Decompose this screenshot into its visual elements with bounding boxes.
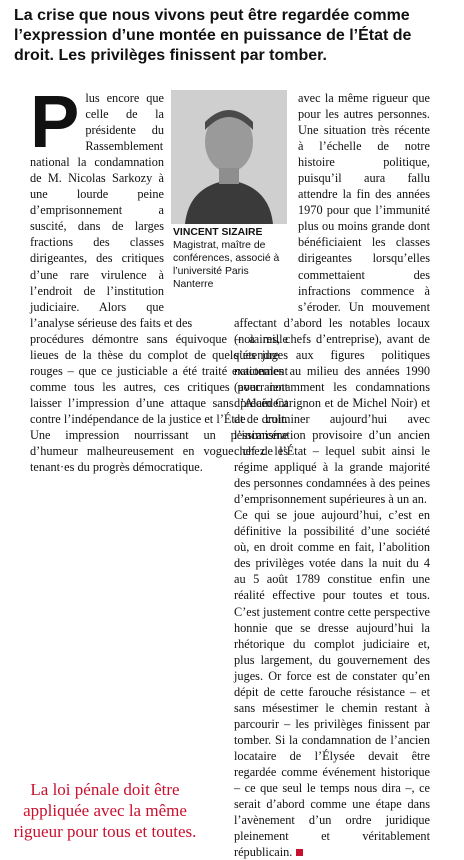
paragraph-4-text: Ce qui se joue aujourd’hui, c’est en définitive la possibilité d’une société où, en droit comme en fait, l’abolition des privilèges votée dans la nuit du 4 au 5 août 1789 constitue enfin une réalité effective pour toutes et tous. C’est justement contre cette perspective honnie que se dresse aujourd’hui la rhétorique du complot judiciaire et, plus largement, du gouvernement des juges. Or force est de constater qu’en dépit de cette farouche résistance – et sans mésestimer le chemin restant à parcourir – les privilèges finissent par tomber. Si la condamnation de l’ancien locataire de l’Élysée devait être regardée comme événement historique – ce que seul le temps nous dira –, ce serait d’abord comme une étape dans l’avènement d’un ordre juridique pleinement et véritablement républicain.	[234, 508, 430, 860]
paragraph-1-start: lus encore que celle de la présidente du Rassemblement national la condamnation de M. Nicolas Sarkozy à une lourde peine d’emprisonnement a suscité, dans de larges fractions des classes dirigeantes, des critiques d’une rare virulence à l’endroit de l’institution judiciaire. Alors que l’analyse sérieuse des faits et des	[30, 91, 193, 330]
drop-cap: P	[30, 80, 80, 163]
article-headline: La crise que nous vivons peut être regardée comme l’expression d’une montée en puissance de l’État de droit. Les privilèges finissent par tomber.	[14, 7, 412, 64]
author-title: Magistrat, maître de conférences, associé à l’université Paris Nanterre	[173, 240, 280, 290]
pull-quote: La loi pénale doit être appliquée avec la même rigueur pour tous et toutes.	[13, 780, 197, 841]
author-name: VINCENT SIZAIRE	[173, 227, 263, 238]
article-column-2	[234, 90, 430, 860]
paragraph-1-rest: procédures démontre sans équivoque – à mille lieues de la thèse du complot de quelques juges rouges – que ce justiciable a été traité exactement comme tous les autres, ces critiques pourraient laisser l’impression d’une attaque sans précédent contre l’indépendance de la justice et l’État de droit. Une impression nourrissant un pessimisme d’humeur malheureusement en vogue chez les tenant·es du progrès démocratique.	[30, 331, 288, 475]
end-mark-icon	[296, 849, 303, 856]
paragraph-4	[234, 507, 430, 860]
paragraph-3: avec la même rigueur que pour les autres personnes. Une situation très récente à l’échelle de notre histoire politique, puisqu’il aura fallu attendre la fin des années 1970 pour que l’immunité plus ou moins grande dont bénéficiaient les classes dirigeantes lorsqu’elles commettaient des infractions commence à s’éroder. Un mouvement affectant d’abord les notables locaux (notaires, chefs d’entreprise), avant de s’étendre aux figures politiques nationales au milieu des années 1990 (avec notamment les condamnations d’Alain Carignon et de Michel Noir) et de culminer aujourd’hui avec l’incarcération provisoire d’un ancien chef de l’État – lequel subit ainsi le régime appliqué à la grande majorité des personnes condamnées à des peines d’emprisonnement supérieures à un an.	[234, 91, 430, 507]
